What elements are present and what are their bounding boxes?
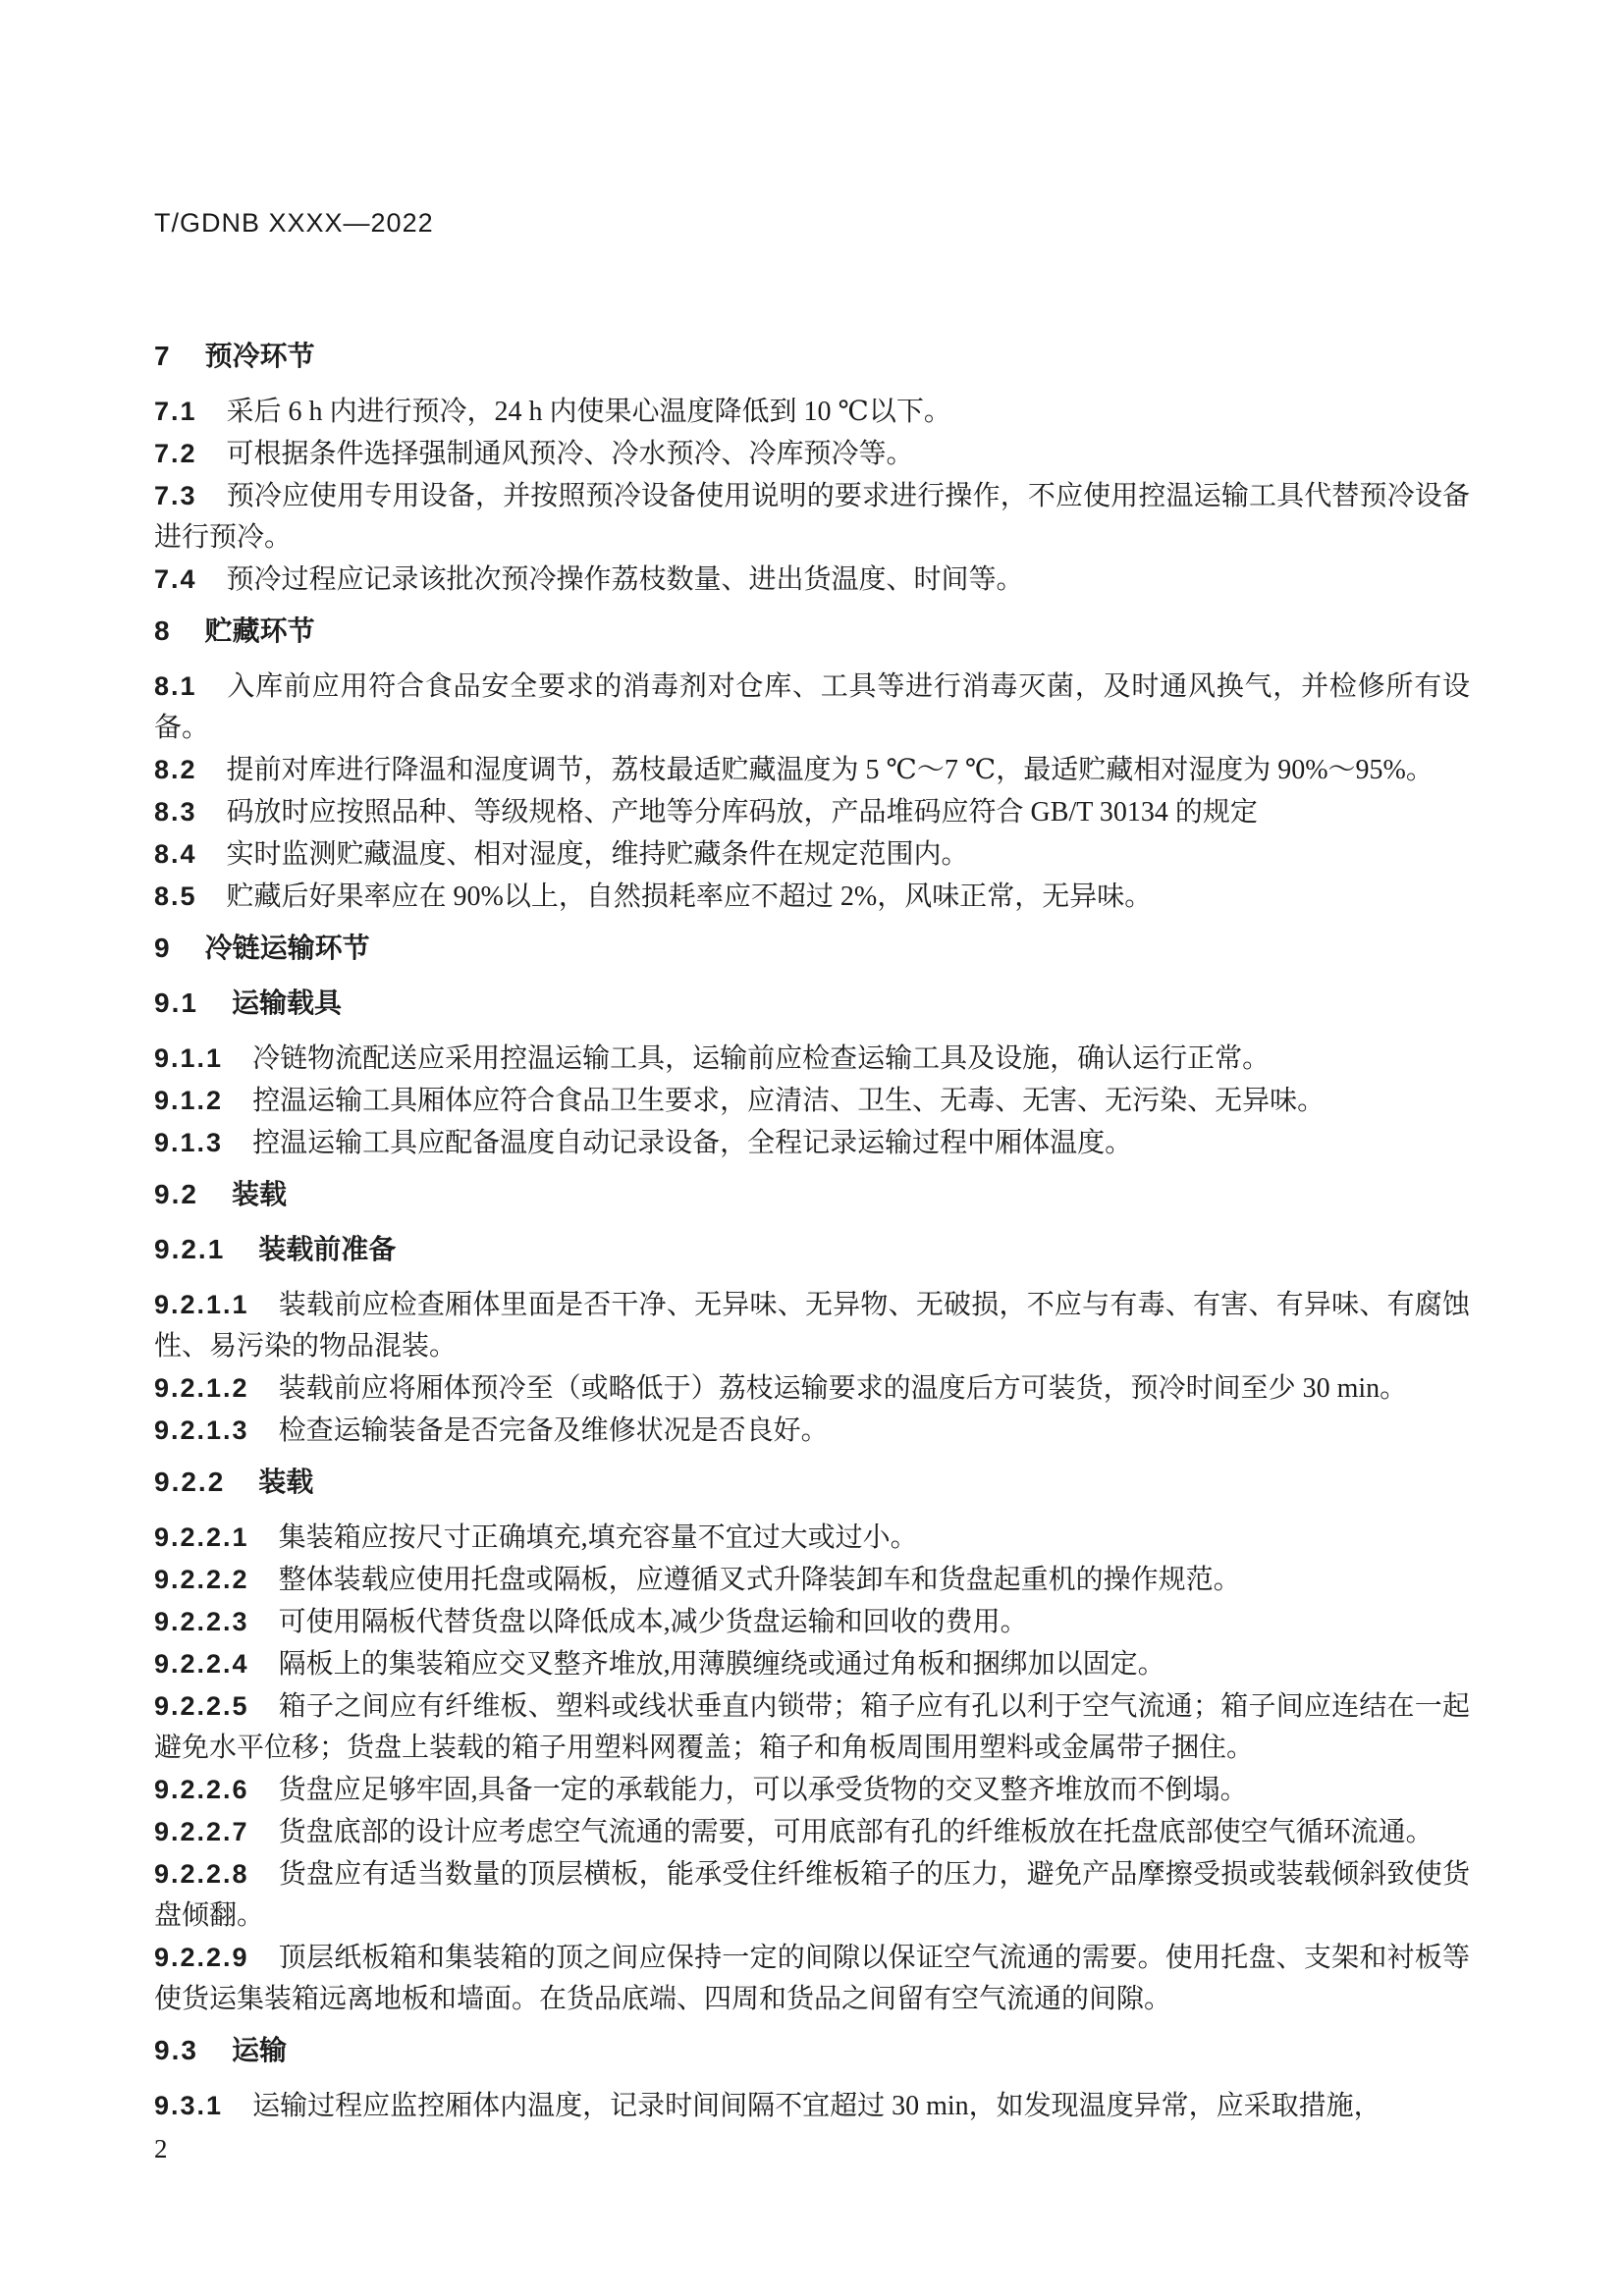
clause-paragraph: [154, 1517, 1470, 1559]
clause-text: 采后 6 h 内进行预冷，24 h 内使果心温度降低到 10 ℃以下。: [226, 397, 951, 427]
clause-text: 可使用隔板代替货盘以降低成本,减少货盘运输和回收的费用。: [278, 1607, 1028, 1637]
clause-paragraph: [154, 1122, 1470, 1164]
section-title: 运输载具: [231, 988, 342, 1018]
clause-text: 货盘底部的设计应考虑空气流通的需要，可用底部有孔的纤维板放在托盘底部使空气循环流通。: [278, 1817, 1434, 1847]
clause-paragraph: [154, 666, 1470, 749]
section-heading: [154, 928, 1470, 969]
clause-paragraph: [154, 1769, 1470, 1811]
clause-paragraph: [154, 791, 1470, 833]
clause-text: 冷链物流配送应采用控温运输工具，运输前应检查运输工具及设施，确认运行正常。: [252, 1043, 1271, 1074]
clause-number: 9.2.1.1: [154, 1290, 249, 1319]
clause-number: 8.5: [154, 881, 197, 911]
clause-number: 9.2.2.2: [154, 1565, 249, 1594]
clause-text: 预冷应使用专用设备，并按照预冷设备使用说明的要求进行操作，不应使用控温运输工具代替预冷设备进行预冷。: [154, 481, 1470, 553]
section-heading: [154, 983, 1470, 1024]
clause-text: 装载前应将厢体预冷至（或略低于）荔枝运输要求的温度后方可装货，预冷时间至少 30 min。: [278, 1373, 1408, 1404]
clause-paragraph: [154, 1643, 1470, 1685]
clause-text: 贮藏后好果率应在 90%以上，自然损耗率应不超过 2%，风味正常，无异味。: [226, 881, 1153, 912]
clause-paragraph: [154, 876, 1470, 918]
clause-number: 9.2.2.5: [154, 1691, 249, 1721]
clause-paragraph: [154, 833, 1470, 876]
section-title: 装载前准备: [258, 1234, 397, 1264]
clause-number: 8.1: [154, 671, 197, 701]
clause-text: 运输过程应监控厢体内温度，记录时间间隔不宜超过 30 min，如发现温度异常，应采取措施，: [252, 2091, 1381, 2121]
clause-number: 9.2.2.1: [154, 1522, 249, 1552]
clause-paragraph: [154, 1410, 1470, 1452]
doc-header: [154, 208, 1470, 238]
clause-number: 9.2.2.4: [154, 1649, 249, 1679]
clause-paragraph: [154, 1080, 1470, 1122]
clause-number: 9.3.1: [154, 2091, 224, 2120]
clause-paragraph: [154, 1038, 1470, 1080]
clause-text: 检查运输装备是否完备及维修状况是否良好。: [278, 1415, 829, 1446]
section-title: 预冷环节: [204, 341, 315, 371]
section-number: 7: [154, 341, 172, 371]
section-heading: [154, 2030, 1470, 2071]
clause-text: 隔板上的集装箱应交叉整齐堆放,用薄膜缠绕或通过角板和捆绑加以固定。: [278, 1649, 1165, 1680]
clause-text: 整体装载应使用托盘或隔板，应遵循叉式升降装卸车和货盘起重机的操作规范。: [278, 1565, 1241, 1595]
clause-paragraph: [154, 1601, 1470, 1643]
clause-paragraph: [154, 1284, 1470, 1367]
clause-paragraph: [154, 1559, 1470, 1601]
section-title: 装载: [231, 1179, 287, 1209]
clause-text: 箱子之间应有纤维板、塑料或线状垂直内锁带；箱子应有孔以利于空气流通；箱子间应连结在一起避免水平位移；货盘上装载的箱子用塑料网覆盖；箱子和角板周围用塑料或金属带子捆住。: [154, 1691, 1470, 1763]
clause-text: 集装箱应按尺寸正确填充,填充容量不宜过大或过小。: [278, 1522, 918, 1553]
section-heading: [154, 1462, 1470, 1503]
clause-number: 7.2: [154, 439, 197, 468]
section-heading: [154, 336, 1470, 377]
page-number: 2: [154, 2134, 168, 2163]
clause-number: 9.2.1.2: [154, 1373, 249, 1403]
clause-number: 7.3: [154, 481, 197, 510]
clause-number: 9.2.2.6: [154, 1775, 249, 1804]
clause-text: 装载前应检查厢体里面是否干净、无异味、无异物、无破损，不应与有毒、有害、有异味、有腐蚀性、易污染的物品混装。: [154, 1290, 1470, 1362]
section-title: 运输: [231, 2035, 287, 2065]
page-footer: [154, 2131, 1470, 2166]
clause-text: 货盘应足够牢固,具备一定的承载能力，可以承受货物的交叉整齐堆放而不倒塌。: [278, 1775, 1248, 1805]
section-number: 8: [154, 615, 172, 646]
clause-text: 预冷过程应记录该批次预冷操作荔枝数量、进出货温度、时间等。: [226, 564, 1024, 595]
clause-paragraph: [154, 475, 1470, 559]
clause-number: 9.1.1: [154, 1043, 224, 1073]
section-heading: [154, 1229, 1470, 1270]
clause-paragraph: [154, 433, 1470, 475]
section-number: 9.1: [154, 988, 198, 1018]
clause-paragraph: [154, 749, 1470, 791]
clause-number: 9.2.2.8: [154, 1859, 249, 1889]
clause-number: 9.1.2: [154, 1086, 224, 1115]
clause-text: 可根据条件选择强制通风预冷、冷水预冷、冷库预冷等。: [226, 439, 914, 469]
section-number: 9.2.2: [154, 1467, 226, 1497]
clause-text: 码放时应按照品种、等级规格、产地等分库码放，产品堆码应符合 GB/T 30134 的规定: [226, 797, 1258, 828]
clause-number: 9.2.2.9: [154, 1943, 249, 1972]
clause-text: 货盘应有适当数量的顶层横板，能承受住纤维板箱子的压力，避免产品摩擦受损或装载倾斜致使货盘倾翻。: [154, 1859, 1470, 1931]
clause-paragraph: [154, 1937, 1470, 2020]
section-heading: [154, 611, 1470, 652]
clause-number: 8.3: [154, 797, 197, 827]
clause-number: 9.2.2.3: [154, 1607, 249, 1636]
clause-paragraph: [154, 1853, 1470, 1937]
clause-text: 实时监测贮藏温度、相对湿度，维持贮藏条件在规定范围内。: [226, 839, 969, 870]
clause-text: 入库前应用符合食品安全要求的消毒剂对仓库、工具等进行消毒灭菌，及时通风换气，并检修所有设备。: [154, 671, 1470, 743]
clause-text: 控温运输工具应配备温度自动记录设备，全程记录运输过程中厢体温度。: [252, 1128, 1133, 1158]
section-title: 贮藏环节: [204, 615, 315, 646]
section-number: 9.2.1: [154, 1234, 226, 1264]
section-number: 9.2: [154, 1179, 198, 1209]
clause-number: 7.4: [154, 564, 197, 594]
clause-paragraph: [154, 1685, 1470, 1769]
section-title: 装载: [258, 1467, 314, 1497]
clause-text: 顶层纸板箱和集装箱的顶之间应保持一定的间隙以保证空气流通的需要。使用托盘、支架和衬板等使货运集装箱远离地板和墙面。在货品底端、四周和货品之间留有空气流通的间隙。: [154, 1943, 1470, 2014]
clause-number: 8.4: [154, 839, 197, 869]
doc-body: [154, 336, 1470, 2127]
section-heading: [154, 1174, 1470, 1215]
section-title: 冷链运输环节: [204, 933, 370, 963]
clause-paragraph: [154, 2085, 1470, 2127]
clause-paragraph: [154, 391, 1470, 433]
clause-number: 9.1.3: [154, 1128, 224, 1157]
section-number: 9: [154, 933, 172, 963]
clause-paragraph: [154, 1367, 1470, 1410]
clause-number: 7.1: [154, 397, 197, 426]
clause-number: 8.2: [154, 755, 197, 784]
clause-number: 9.2.2.7: [154, 1817, 249, 1846]
section-number: 9.3: [154, 2035, 198, 2065]
clause-number: 9.2.1.3: [154, 1415, 249, 1445]
clause-text: 提前对库进行降温和湿度调节，荔枝最适贮藏温度为 5 ℃～7 ℃，最适贮藏相对湿度为 90%～95%。: [226, 755, 1434, 785]
clause-paragraph: [154, 1811, 1470, 1853]
standard-number: T/GDNB XXXX—2022: [154, 208, 434, 238]
clause-text: 控温运输工具厢体应符合食品卫生要求，应清洁、卫生、无毒、无害、无污染、无异味。: [252, 1086, 1326, 1116]
clause-paragraph: [154, 559, 1470, 601]
